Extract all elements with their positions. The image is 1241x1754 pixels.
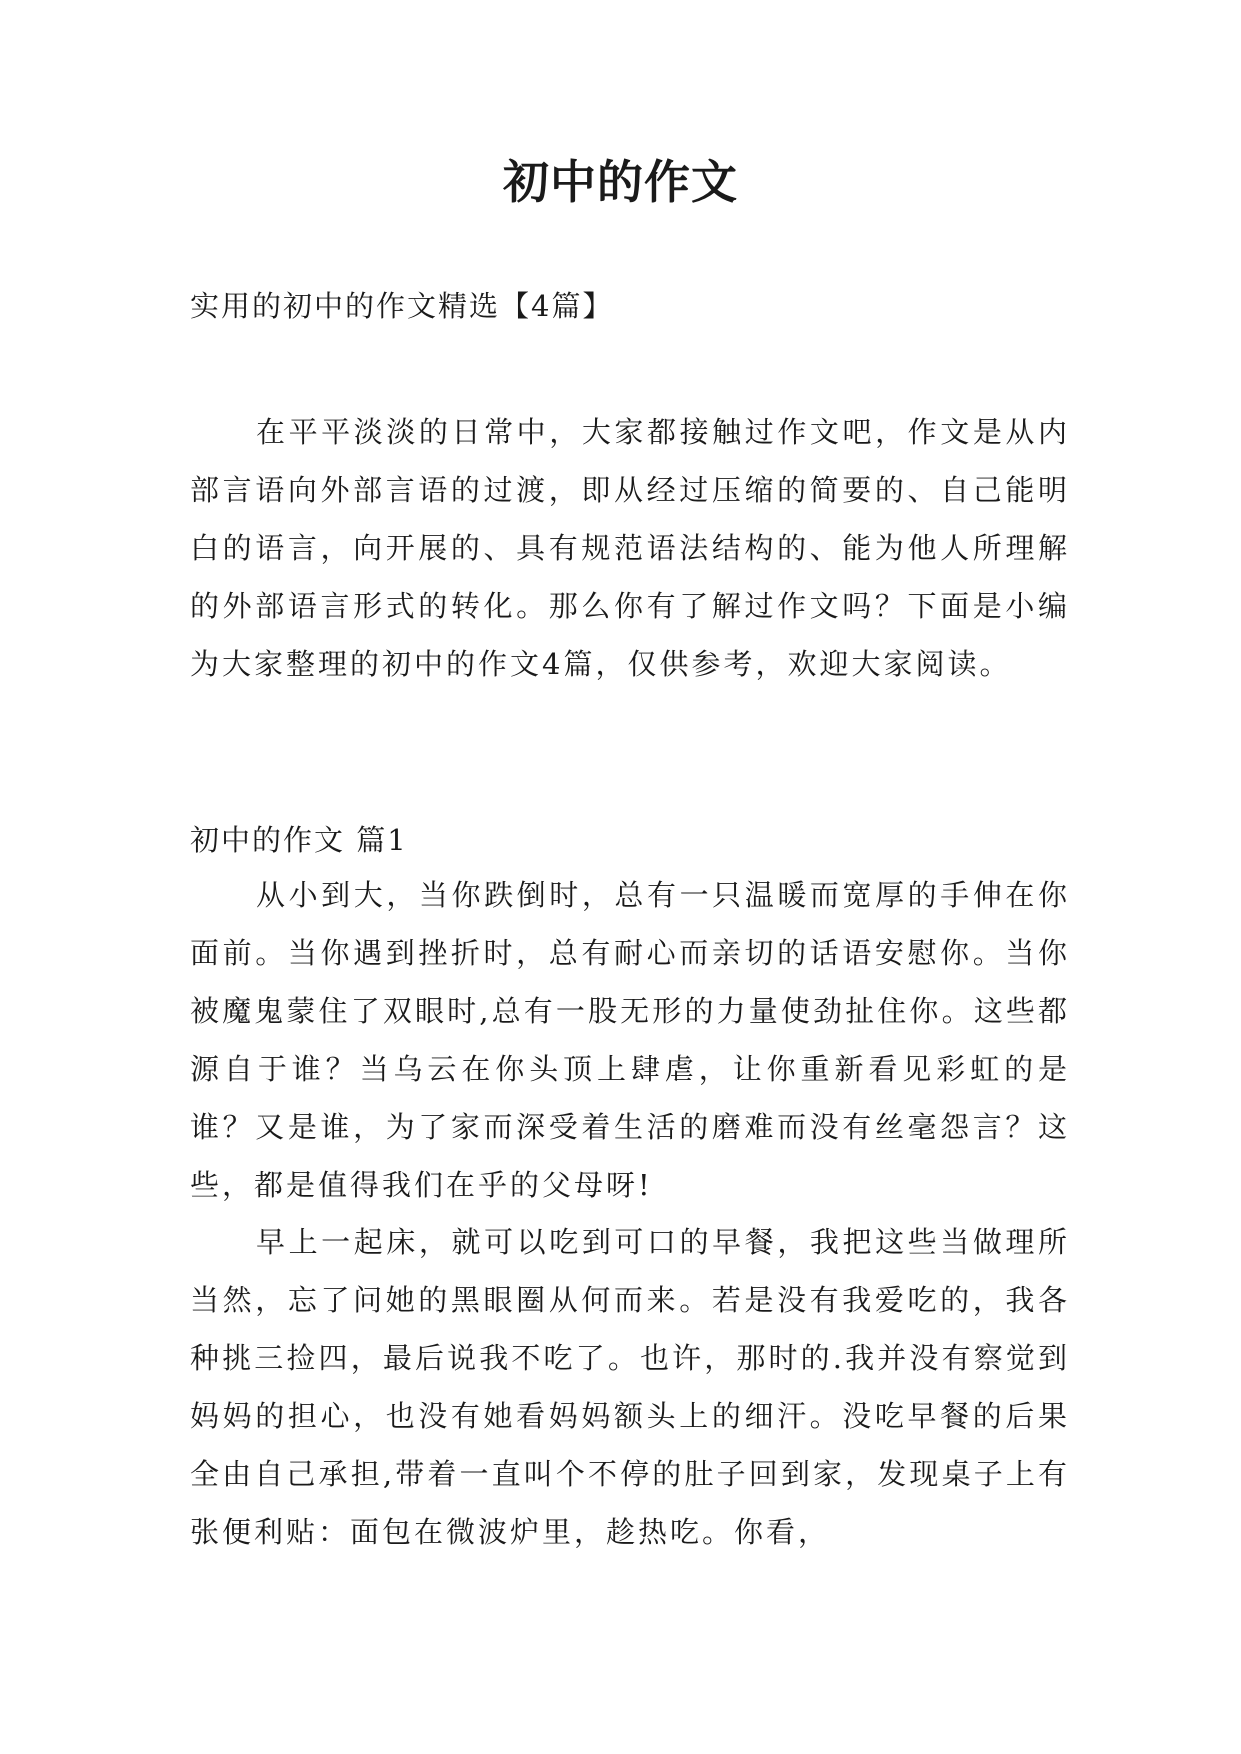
document-subtitle: 实用的初中的作文精选【4篇】 xyxy=(190,289,614,323)
document-title: 初中的作文 xyxy=(503,155,738,209)
intro-paragraph: 在平平淡淡的日常中，大家都接触过作文吧，作文是从内部言语向外部言语的过渡，即从经过压缩的简要的、自己能明白的语言，向开展的、具有规范语法结构的、能为他人所理解的外部语言形式的转化。那么你有了解过作文吗？下面是小编为大家整理的初中的作文4篇，仅供参考，欢迎大家阅读。 xyxy=(190,415,1070,681)
section-paragraph: 早上一起床，就可以吃到可口的早餐，我把这些当做理所当然，忘了问她的黑眼圈从何而来。若是没有我爱吃的，我各种挑三捡四，最后说我不吃了。也许，那时的.我并没有察觉到妈妈的担心，也没有她看妈妈额头上的细汗。没吃早餐的后果全由自己承担,带着一直叫个不停的肚子回到家，发现桌子上有张便利贴：面包在微波炉里，趁热吃。你看， xyxy=(190,1225,1070,1549)
section-heading: 初中的作文 篇1 xyxy=(190,823,408,857)
section-paragraph: 从小到大，当你跌倒时，总有一只温暖而宽厚的手伸在你面前。当你遇到挫折时，总有耐心而亲切的话语安慰你。当你被魔鬼蒙住了双眼时,总有一股无形的力量使劲扯住你。这些都源自于谁？当乌云在你头顶上肆虐，让你重新看见彩虹的是谁？又是谁，为了家而深受着生活的磨难而没有丝毫怨言？这些，都是值得我们在乎的父母呀! xyxy=(190,878,1070,1202)
